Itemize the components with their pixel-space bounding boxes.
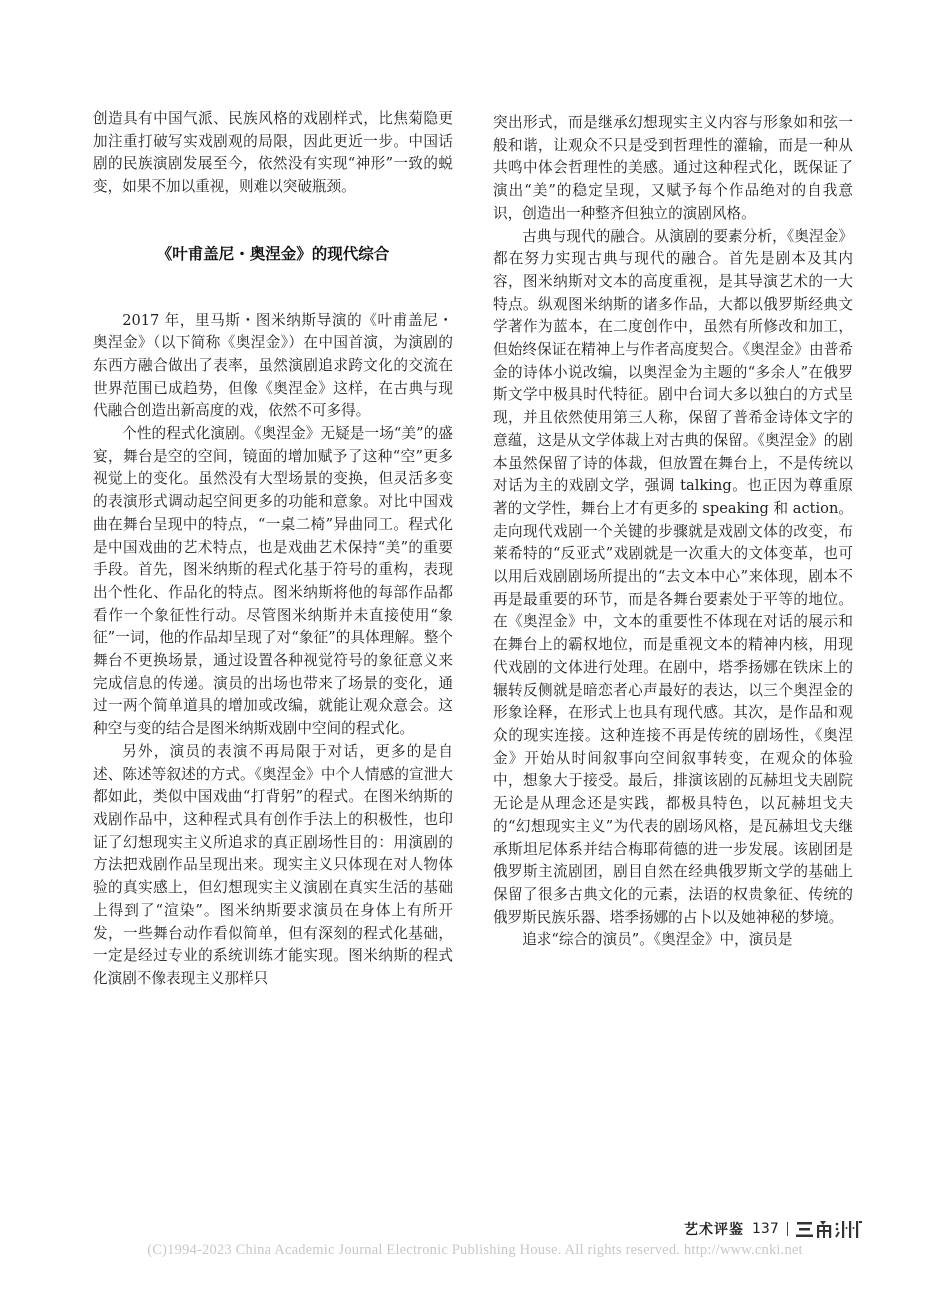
footer-divider: [787, 1222, 788, 1236]
paragraph-stylization: 个性的程式化演剧。《奥涅金》无疑是一场“美”的盛宴，舞台是空的空间，镜面的增加赋予了这种“空”更多视觉上的变化。虽然没有大型场景的变换，但灵活多变的表演形式调动起空间更多的功能和意象。对比中国戏曲在舞台呈现中的特点，“一桌二椅”异曲同工。程式化是中国戏曲的艺术特点，也是戏曲艺术保持“美”的重要手段。首先，图米纳斯的程式化基于符号的重构，表现出个性化、作品化的特点。图米纳斯将他的每部作品都看作一个象征性行动。尽管图米纳斯并未直接使用“象征”一词，他的作品却呈现了对“象征”的具体理解。整个舞台不更换场景，通过设置各种视觉符号的象征意义来完成信息的传递。演员的出场也带来了场景的变化，通过一两个简单道具的增加或改编，就能让观众意会。这种空与变的结合是图米纳斯戏剧中空间的程式化。: [93, 425, 453, 738]
page-footer: [684, 1217, 864, 1241]
left-column: [93, 108, 453, 991]
journal-name: 艺术评鉴: [684, 1222, 744, 1238]
section-heading: 《叶甫盖尼・奥涅金》的现代综合: [156, 244, 390, 263]
sanjiaozhou-logo-icon: [796, 1218, 864, 1240]
paragraph-classical-modern: 古典与现代的融合。从演剧的要素分析，《奥涅金》都在努力实现古典与现代的融合。首先是剧本及其内容，图米纳斯对文本的高度重视，是其导演艺术的一大特点。纵观图米纳斯的诸多作品，大都以俄罗斯经典文学著作为蓝本，在二度创作中，虽然有所修改和加工，但始终保证在精神上与作者高度契合。《奥涅金》由普希金的诗体小说改编，以奥涅金为主题的“多余人”在俄罗斯文学中极具时代特征。剧中台词大多以独白的方式呈现，并且依然使用第三人称，保留了普希金诗体文字的意蕴，这是从文学体裁上对古典的保留。《奥涅金》的剧本虽然保留了诗的体裁，但放置在舞台上，不是传统以对话为主的戏剧文学，强调 talking。也正因为尊重原著的文学性，舞台上才有更多的 speaking 和 action。走向现代戏剧一个关键的步骤就是戏剧文体的改变，布莱希特的“反亚式”戏剧就是一次重大的文体变革，也可以用后戏剧剧场所提出的“去文本中心”来体现，剧本不再是最重要的环节，而是各舞台要素处于平等的地位。在《奥涅金》中，文本的重要性不体现在对话的展示和在舞台上的霸权地位，而是重视文本的精神内核，用现代戏剧的文体进行处理。在剧中，塔季扬娜在铁床上的辗转反侧就是暗恋者心声最好的表达，以三个奥涅金的形象诠释，在形式上也具有现代感。其次，是作品和观众的现实连接。这种连接不再是传统的剧场性，《奥涅金》开始从时间叙事向空间叙事转变，在观众的体验中，想象大于接受。最后，排演该剧的瓦赫坦戈夫剧院无论是从理念还是实践，都极具特色，以瓦赫坦戈夫的“幻想现实主义”为代表的剧场风格，是瓦赫坦戈夫继承斯坦尼体系并结合梅耶荷德的进一步发展。该剧团是俄罗斯主流剧团，剧目自然在经典俄罗斯文学的基础上保留了很多古典文化的元素，法语的权贵象征、传统的俄罗斯民族乐器、塔季扬娜的占卜以及她神秘的梦境。: [493, 227, 853, 926]
page-number: 137: [752, 1221, 779, 1237]
copyright-watermark: (C)1994-2023 China Academic Journal Electronic Publishing House. All rights reserved. http://www.cnki.net: [147, 1242, 803, 1258]
paragraph-premiere: 2017 年，里马斯・图米纳斯导演的《叶甫盖尼・奥涅金》（以下简称《奥涅金》）在中国首演，为演剧的东西方融合做出了表率，虽然演剧追求跨文化的交流在世界范围已成趋势，但像《奥涅金》这样，在古典与现代融合创造出新高度的戏，依然不可多得。: [93, 311, 453, 420]
paragraph-actor: 追求“综合的演员”。《奥涅金》中，演员是: [522, 931, 793, 949]
paragraph-performance: 另外，演员的表演不再局限于对话，更多的是自述、陈述等叙述的方式。《奥涅金》中个人情感的宣泄大都如此，类似中国戏曲“打背躬”的程式。在图米纳斯的戏剧作品中，这种程式具有创作手法上的积极性，也印证了幻想现实主义所追求的真正剧场性目的：用演剧的方法把戏剧作品呈现出来。现实主义只体现在对人物体验的真实感上，但幻想现实主义演剧在真实生活的基础上得到了“渲染”。图米纳斯要求演员在身体上有所开发，一些舞台动作看似简单，但有深刻的程式化基础，一定是经过专业的系统训练才能实现。图米纳斯的程式化演剧不像表现主义那样只: [93, 742, 453, 987]
intro-paragraph: 创造具有中国气派、民族风格的戏剧样式，比焦菊隐更加注重打破写实戏剧观的局限，因此更近一步。中国话剧的民族演剧发展至今，依然没有实现“神形”一致的蜕变，如果不加以重视，则难以突破瓶颈。: [93, 110, 453, 196]
right-column: [493, 112, 853, 952]
paragraph-continued: 突出形式，而是继承幻想现实主义内容与形象如和弦一般和谐，让观众不只是受到哲理性的灌输，而是一种从共鸣中体会哲理性的美感。通过这种程式化，既保证了演出“美”的稳定呈现，又赋予每个作品绝对的自我意识，创造出一种整齐但独立的演剧风格。: [493, 114, 853, 222]
